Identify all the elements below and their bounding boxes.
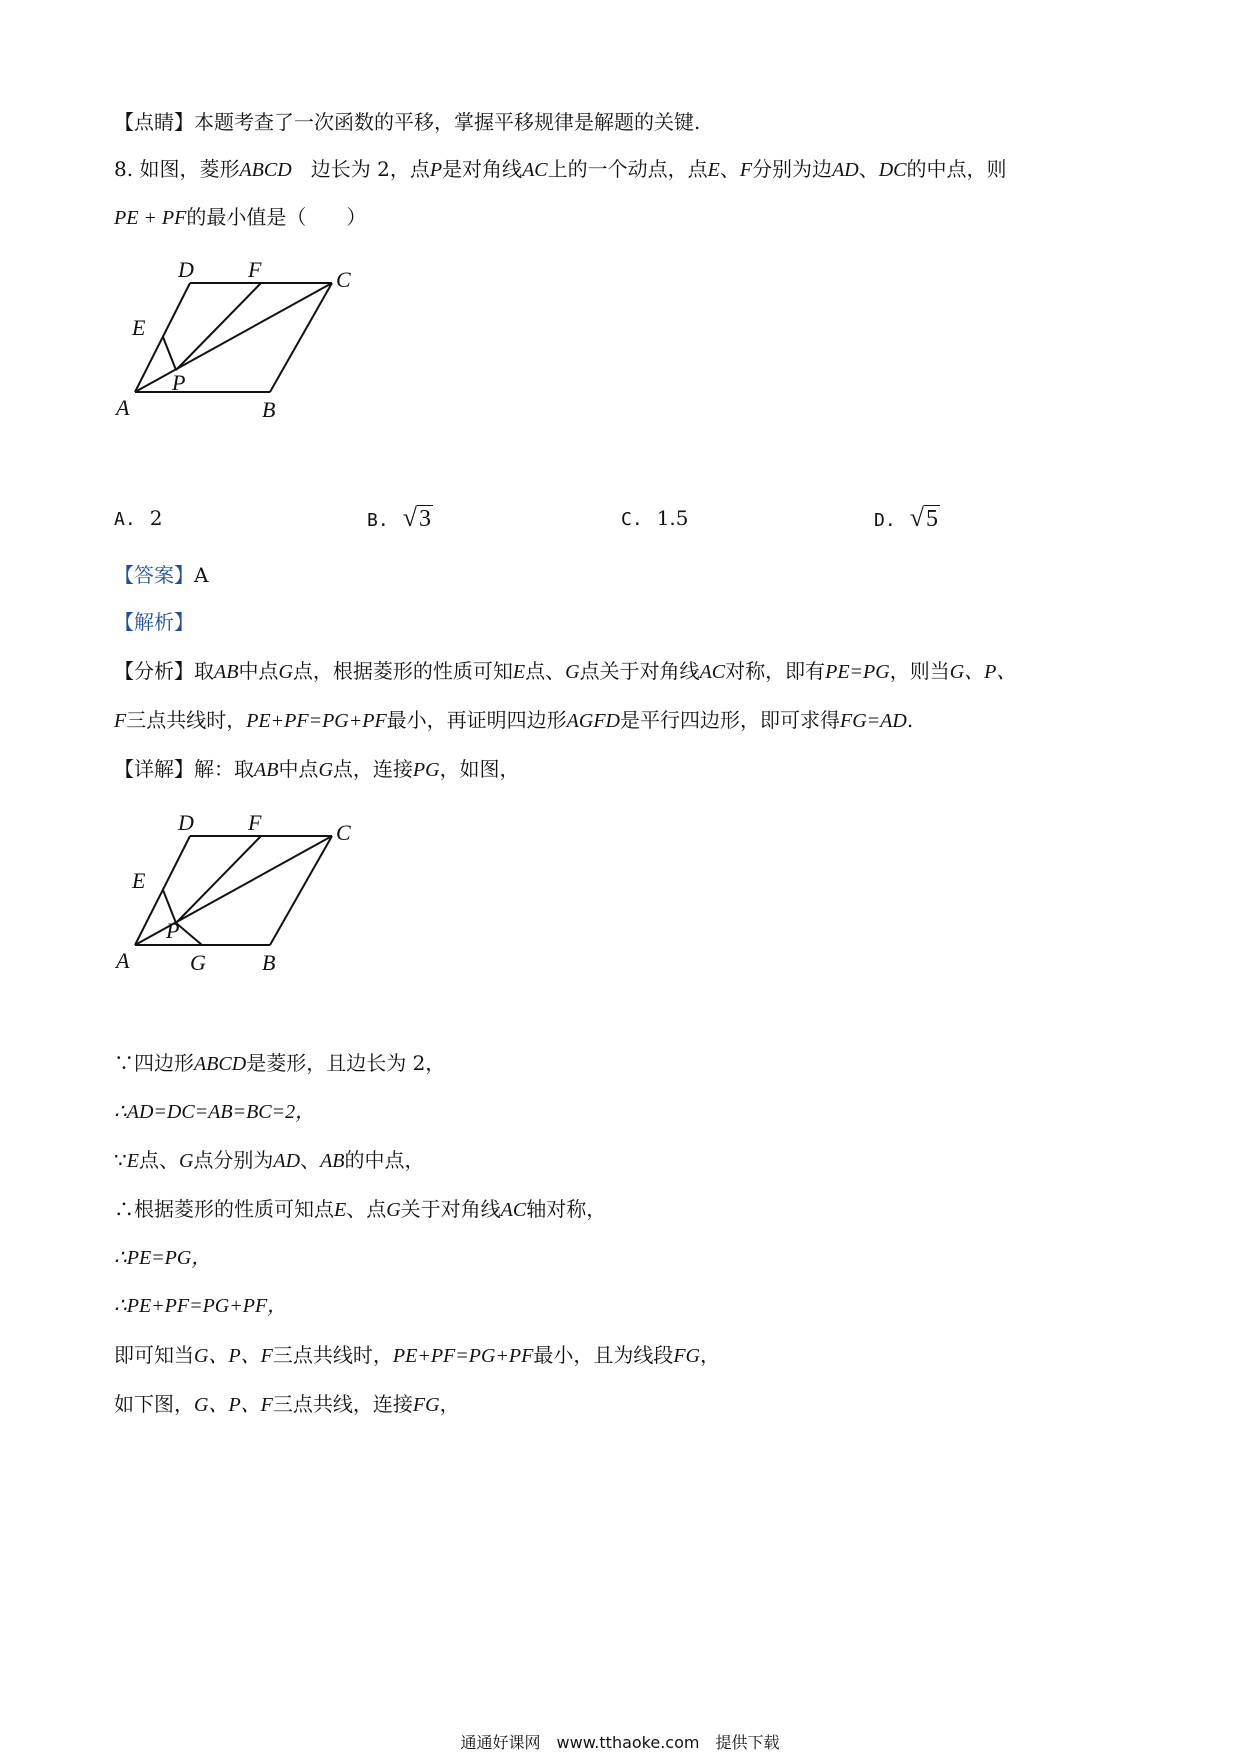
- proof-line-1: [114, 1049, 445, 1078]
- label-p: P: [166, 918, 180, 943]
- t: AB: [254, 759, 279, 781]
- answer-tag: 【答案】: [114, 563, 194, 587]
- t: 中点: [238, 659, 279, 683]
- fenxi-line-2: [114, 706, 913, 735]
- t: 最小，再证明四边形: [386, 708, 567, 732]
- t: 三点共线时，: [272, 1343, 393, 1367]
- t: PE+PF=PG+PF: [392, 1345, 534, 1367]
- label-f: F: [248, 257, 262, 282]
- q-sep: 、: [719, 157, 740, 181]
- question-number: 8.: [114, 157, 134, 181]
- label-d: D: [178, 810, 194, 835]
- t: 如下图，: [114, 1392, 194, 1416]
- option-b-value: 3: [418, 506, 431, 532]
- dianjing-text: 本题考查了一次函数的平移，掌握平移规律是解题的关键.: [194, 110, 701, 134]
- option-d-value: 5: [925, 506, 938, 532]
- t: FG=AD: [840, 710, 907, 732]
- option-c-value: 1.5: [656, 506, 689, 530]
- question-line-1: [114, 155, 1007, 184]
- segment-pg: [176, 923, 202, 945]
- t: 关于对角线: [400, 1197, 501, 1221]
- t: ，如图，: [439, 757, 520, 781]
- proof-line-8: [114, 1390, 460, 1419]
- label-e: E: [132, 868, 146, 893]
- label-a: A: [116, 395, 130, 420]
- q-text: 边长为 2，点: [310, 157, 430, 181]
- t: 是平行四边形，即可求得: [620, 708, 840, 732]
- t: AB: [214, 661, 239, 683]
- dianjing-line: [114, 108, 700, 136]
- q-expr: PE + PF: [114, 207, 187, 229]
- q-text: 是对角线: [442, 157, 523, 181]
- t: ，: [700, 1343, 721, 1367]
- jiexi-tag: 【解析】: [114, 610, 194, 634]
- t: 是菱形，且边长为 2，: [246, 1051, 446, 1075]
- t: ，: [439, 1392, 460, 1416]
- question-line-2: [114, 203, 366, 232]
- t: E: [512, 661, 526, 683]
- label-b: B: [262, 950, 276, 975]
- t: G: [278, 661, 293, 683]
- t: G: [386, 1199, 401, 1221]
- label-a: A: [116, 948, 130, 973]
- q-text: 的中点，则: [906, 157, 1007, 181]
- q-dc: DC: [878, 159, 907, 181]
- t: PG: [412, 759, 440, 781]
- t: FG: [673, 1345, 701, 1367]
- q-sep: 、: [858, 157, 879, 181]
- t: 中点: [278, 757, 319, 781]
- t: G: [318, 759, 333, 781]
- proof-line-2: [114, 1098, 315, 1126]
- t: AC: [699, 661, 726, 683]
- proof-line-3: [114, 1146, 425, 1175]
- q-ac: AC: [522, 159, 548, 181]
- diagonal-ac: [135, 836, 332, 945]
- sqrt-sign: √3: [402, 503, 431, 532]
- segment-pf: [176, 283, 261, 370]
- t: ∵: [114, 1148, 127, 1172]
- answer-value: A: [194, 563, 209, 587]
- q-abcd: ABCD: [239, 159, 292, 181]
- option-d: [874, 504, 940, 535]
- t: FG: [412, 1394, 440, 1416]
- option-c-letter: C.: [621, 509, 643, 530]
- t: 点，连接: [332, 757, 413, 781]
- t: 点关于对角线: [579, 659, 700, 683]
- option-a: [114, 504, 162, 534]
- sqrt-sign: √5: [909, 503, 938, 532]
- t: 、点: [346, 1197, 387, 1221]
- t: ，则当: [889, 659, 950, 683]
- t: ABCD: [194, 1053, 247, 1075]
- page-footer: 通通好课网 www.tthaoke.com 提供下载: [460, 1733, 780, 1752]
- t: 最小，且为线段: [533, 1343, 674, 1367]
- t: 解：取: [194, 757, 254, 781]
- t: ∴根据菱形的性质可知点: [114, 1197, 334, 1221]
- label-b: B: [262, 397, 276, 422]
- t: E: [126, 1150, 139, 1172]
- label-e: E: [132, 315, 146, 340]
- option-d-letter: D.: [874, 510, 896, 531]
- t: AB: [320, 1150, 345, 1172]
- answer-line: [114, 561, 208, 589]
- q-text: 上的一个动点，点: [547, 157, 708, 181]
- t: 点、: [525, 659, 566, 683]
- q-e: E: [707, 159, 720, 181]
- q-text: 分别为边: [752, 157, 833, 181]
- t: G: [565, 661, 580, 683]
- dianjing-tag: 【点睛】: [114, 110, 194, 134]
- diagonal-ac: [135, 283, 332, 392]
- proof-line-5: [114, 1244, 211, 1272]
- t: 三点共线时，: [126, 708, 247, 732]
- option-c: [621, 504, 689, 534]
- option-a-value: 2: [149, 506, 163, 530]
- t: G、P、: [949, 661, 1017, 683]
- t: .: [906, 708, 914, 732]
- label-c: C: [336, 267, 351, 292]
- t: 即可知当: [114, 1343, 194, 1367]
- xiangjie-tag: 【详解】: [114, 757, 194, 781]
- t: 轴对称，: [526, 1197, 607, 1221]
- proof-line-4: [114, 1195, 606, 1224]
- q-ad: AD: [832, 159, 859, 181]
- t: 点，根据菱形的性质可知: [292, 659, 513, 683]
- label-d: D: [178, 257, 194, 282]
- t: E: [334, 1199, 347, 1221]
- jiexi-line: [114, 608, 194, 636]
- segment-pe: [163, 337, 176, 370]
- fenxi-tag: 【分析】: [114, 659, 194, 683]
- t: 三点共线，连接: [272, 1392, 413, 1416]
- t: 点分别为: [193, 1148, 274, 1172]
- t: 取: [194, 659, 214, 683]
- t: F: [114, 710, 127, 732]
- t: AGFD: [566, 710, 620, 732]
- t: 、: [300, 1148, 321, 1172]
- t: G: [178, 1150, 194, 1172]
- fenxi-line-1: [114, 657, 1016, 686]
- t: AC: [500, 1199, 527, 1221]
- label-g: G: [190, 950, 206, 975]
- q-text: 的最小值是（ ）: [186, 205, 367, 229]
- t: 点、: [138, 1148, 179, 1172]
- label-f: F: [248, 810, 262, 835]
- t: 对称，即有: [725, 659, 826, 683]
- t: PE+PF=PG+PF: [246, 710, 387, 732]
- t: ∴PE=PG，: [114, 1247, 212, 1269]
- t: G、P、F: [194, 1394, 273, 1416]
- q-p: P: [429, 159, 443, 181]
- t: 的中点，: [344, 1148, 425, 1172]
- label-c: C: [336, 820, 351, 845]
- xiangjie-line: [114, 755, 520, 784]
- t: PE=PG: [825, 661, 890, 683]
- t: G、P、F: [194, 1345, 273, 1367]
- t: ∵四边形: [114, 1051, 194, 1075]
- rhombus-figure-1: [110, 255, 360, 425]
- t: AD: [273, 1150, 301, 1172]
- segment-pf: [176, 836, 261, 923]
- q-text: 如图，菱形: [139, 157, 240, 181]
- option-b-letter: B.: [367, 510, 389, 531]
- option-b: [367, 504, 433, 535]
- option-a-letter: A.: [114, 509, 136, 530]
- t: ∴PE+PF=PG+PF，: [114, 1295, 288, 1317]
- t: ∴AD=DC=AB=BC=2，: [114, 1101, 316, 1123]
- q-f: F: [739, 159, 753, 181]
- proof-line-6: [114, 1292, 287, 1320]
- rhombus-figure-2: [110, 808, 360, 978]
- proof-line-7: [114, 1341, 720, 1370]
- label-p: P: [172, 370, 186, 395]
